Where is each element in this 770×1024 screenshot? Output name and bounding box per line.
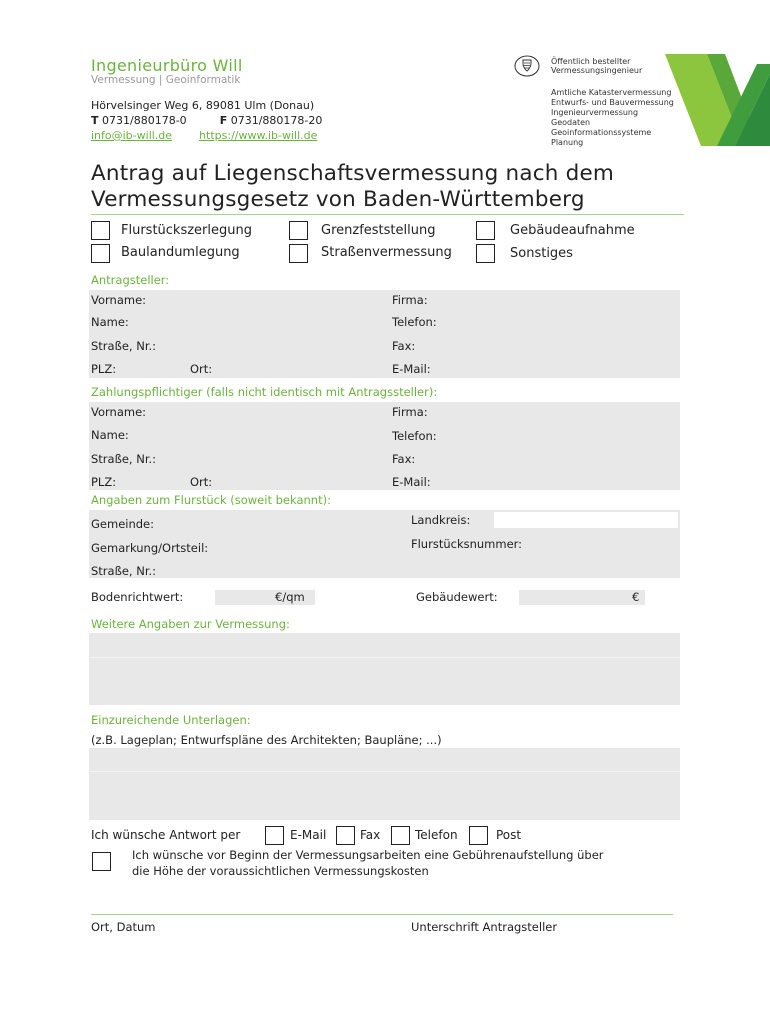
documents-divider bbox=[89, 771, 680, 772]
fee-estimate-line-1: Ich wünsche vor Beginn der Vermessungsarbeiten eine Gebührenaufstellung über bbox=[132, 848, 604, 862]
payer-strasse-label: Straße, Nr.: bbox=[91, 452, 157, 466]
label-baulandumlegung: Baulandumlegung bbox=[121, 245, 240, 260]
response-label: Ich wünsche Antwort per bbox=[91, 828, 241, 842]
further-heading: Weitere Angaben zur Vermessung: bbox=[91, 617, 290, 631]
response-fax-label: Fax bbox=[360, 828, 381, 842]
firm-name: Ingenieurbüro Will bbox=[91, 56, 243, 75]
parcel-gemarkung-label: Gemarkung/Ortsteil: bbox=[91, 541, 209, 555]
applicant-name-label: Name: bbox=[91, 315, 129, 329]
payer-vorname-label: Vorname: bbox=[91, 405, 147, 419]
form-title-line-1: Antrag auf Liegenschaftsvermessung nach dem bbox=[91, 161, 615, 186]
service-1: Amtliche Katastervermessung bbox=[551, 88, 672, 97]
checkbox-response-post[interactable] bbox=[469, 826, 488, 845]
applicant-fax-label: Fax: bbox=[392, 339, 416, 353]
applicant-ort-label: Ort: bbox=[190, 362, 213, 376]
applicant-heading: Antragsteller: bbox=[91, 273, 170, 287]
fax: 0731/880178-20 bbox=[230, 114, 323, 127]
service-3: Ingenieurvermessung bbox=[551, 108, 639, 117]
service-2: Entwurfs- und Bauvermessung bbox=[551, 98, 674, 107]
parcel-strasse-label: Straße, Nr.: bbox=[91, 564, 157, 578]
payer-heading: Zahlungspflichtiger (falls nicht identisch mit Antragssteller): bbox=[91, 385, 438, 399]
label-strassenvermessung: Straßenvermessung bbox=[321, 245, 452, 260]
firm-subtitle: Vermessung | Geoinformatik bbox=[91, 74, 241, 86]
checkbox-baulandumlegung[interactable] bbox=[91, 244, 110, 263]
contact-line bbox=[91, 114, 322, 127]
label-gebaeudeaufnahme: Gebäudeaufnahme bbox=[510, 223, 635, 238]
address: Hörvelsinger Weg 6, 89081 Ulm (Donau) bbox=[91, 99, 315, 112]
label-grenzfeststellung: Grenzfeststellung bbox=[321, 223, 436, 238]
fax-prefix: F bbox=[219, 114, 228, 127]
phone-prefix: T bbox=[91, 114, 99, 127]
parcel-landkreis-label: Landkreis: bbox=[411, 513, 471, 527]
response-email-label: E-Mail bbox=[290, 828, 327, 842]
further-textarea[interactable] bbox=[89, 633, 680, 705]
gebaeudewert-input[interactable] bbox=[519, 590, 645, 605]
payer-ort-label: Ort: bbox=[190, 475, 213, 489]
checkbox-flurstueckszerlegung[interactable] bbox=[91, 221, 110, 240]
applicant-telefon-label: Telefon: bbox=[392, 315, 437, 329]
checkbox-gebaeudeaufnahme[interactable] bbox=[476, 221, 495, 240]
checkbox-sonstiges[interactable] bbox=[476, 244, 495, 263]
further-divider bbox=[89, 657, 680, 658]
label-flurstueckszerlegung: Flurstückszerlegung bbox=[121, 223, 252, 238]
applicant-fields[interactable] bbox=[89, 290, 680, 378]
checkbox-fee-estimate[interactable] bbox=[92, 852, 111, 871]
phone: 0731/880178-0 bbox=[102, 114, 187, 127]
parcel-flurstuecksnummer-label: Flurstücksnummer: bbox=[411, 537, 523, 551]
seal-icon bbox=[514, 55, 540, 77]
payer-name-label: Name: bbox=[91, 428, 129, 442]
checkbox-strassenvermessung[interactable] bbox=[289, 244, 308, 263]
service-6: Planung bbox=[551, 138, 584, 147]
applicant-plz-label: PLZ: bbox=[91, 362, 117, 376]
payer-telefon-label: Telefon: bbox=[392, 429, 437, 443]
label-sonstiges: Sonstiges bbox=[510, 246, 573, 261]
payer-email-label: E-Mail: bbox=[392, 475, 431, 489]
bodenrichtwert-label: Bodenrichtwert: bbox=[91, 590, 184, 604]
payer-fax-label: Fax: bbox=[392, 452, 416, 466]
fee-estimate-line-2: die Höhe der voraussichtlichen Vermessungskosten bbox=[132, 864, 429, 878]
ort-datum-label: Ort, Datum bbox=[91, 920, 156, 934]
signature-rule bbox=[91, 914, 673, 915]
web-line bbox=[91, 129, 317, 142]
seal-line-2: Vermessungsingenieur bbox=[551, 66, 643, 75]
documents-note: (z.B. Lageplan; Entwurfspläne des Architekten; Baupläne; ...) bbox=[91, 733, 442, 747]
email-link[interactable]: info@ib-will.de bbox=[91, 129, 173, 142]
checkbox-response-fax[interactable] bbox=[336, 826, 355, 845]
title-rule bbox=[91, 214, 684, 215]
bodenrichtwert-unit: €/qm bbox=[275, 590, 305, 604]
applicant-email-label: E-Mail: bbox=[392, 362, 431, 376]
checkbox-grenzfeststellung[interactable] bbox=[289, 221, 308, 240]
payer-fields[interactable] bbox=[89, 402, 680, 490]
payer-firma-label: Firma: bbox=[392, 405, 428, 419]
checkbox-response-email[interactable] bbox=[265, 826, 284, 845]
logo-w bbox=[665, 54, 770, 146]
response-post-label: Post bbox=[496, 828, 522, 842]
landkreis-input[interactable] bbox=[494, 512, 678, 528]
website-link[interactable]: https://www.ib-will.de bbox=[199, 129, 318, 142]
response-telefon-label: Telefon bbox=[415, 828, 458, 842]
parcel-gemeinde-label: Gemeinde: bbox=[91, 517, 154, 531]
documents-textarea[interactable] bbox=[89, 748, 680, 820]
checkbox-response-telefon[interactable] bbox=[391, 826, 410, 845]
form-title-line-2: Vermessungsgesetz von Baden-Württemberg bbox=[91, 187, 585, 212]
applicant-strasse-label: Straße, Nr.: bbox=[91, 339, 157, 353]
payer-plz-label: PLZ: bbox=[91, 475, 117, 489]
documents-heading: Einzureichende Unterlagen: bbox=[91, 713, 251, 727]
applicant-firma-label: Firma: bbox=[392, 293, 428, 307]
gebaeudewert-unit: € bbox=[632, 590, 640, 604]
service-4: Geodaten bbox=[551, 118, 591, 127]
service-5: Geoinformationssysteme bbox=[551, 128, 652, 137]
seal-line-1: Öffentlich bestellter bbox=[551, 57, 631, 66]
applicant-vorname-label: Vorname: bbox=[91, 293, 147, 307]
signature-label: Unterschrift Antragsteller bbox=[411, 920, 558, 934]
gebaeudewert-label: Gebäudewert: bbox=[416, 590, 498, 604]
parcel-heading: Angaben zum Flurstück (soweit bekannt): bbox=[91, 493, 331, 507]
